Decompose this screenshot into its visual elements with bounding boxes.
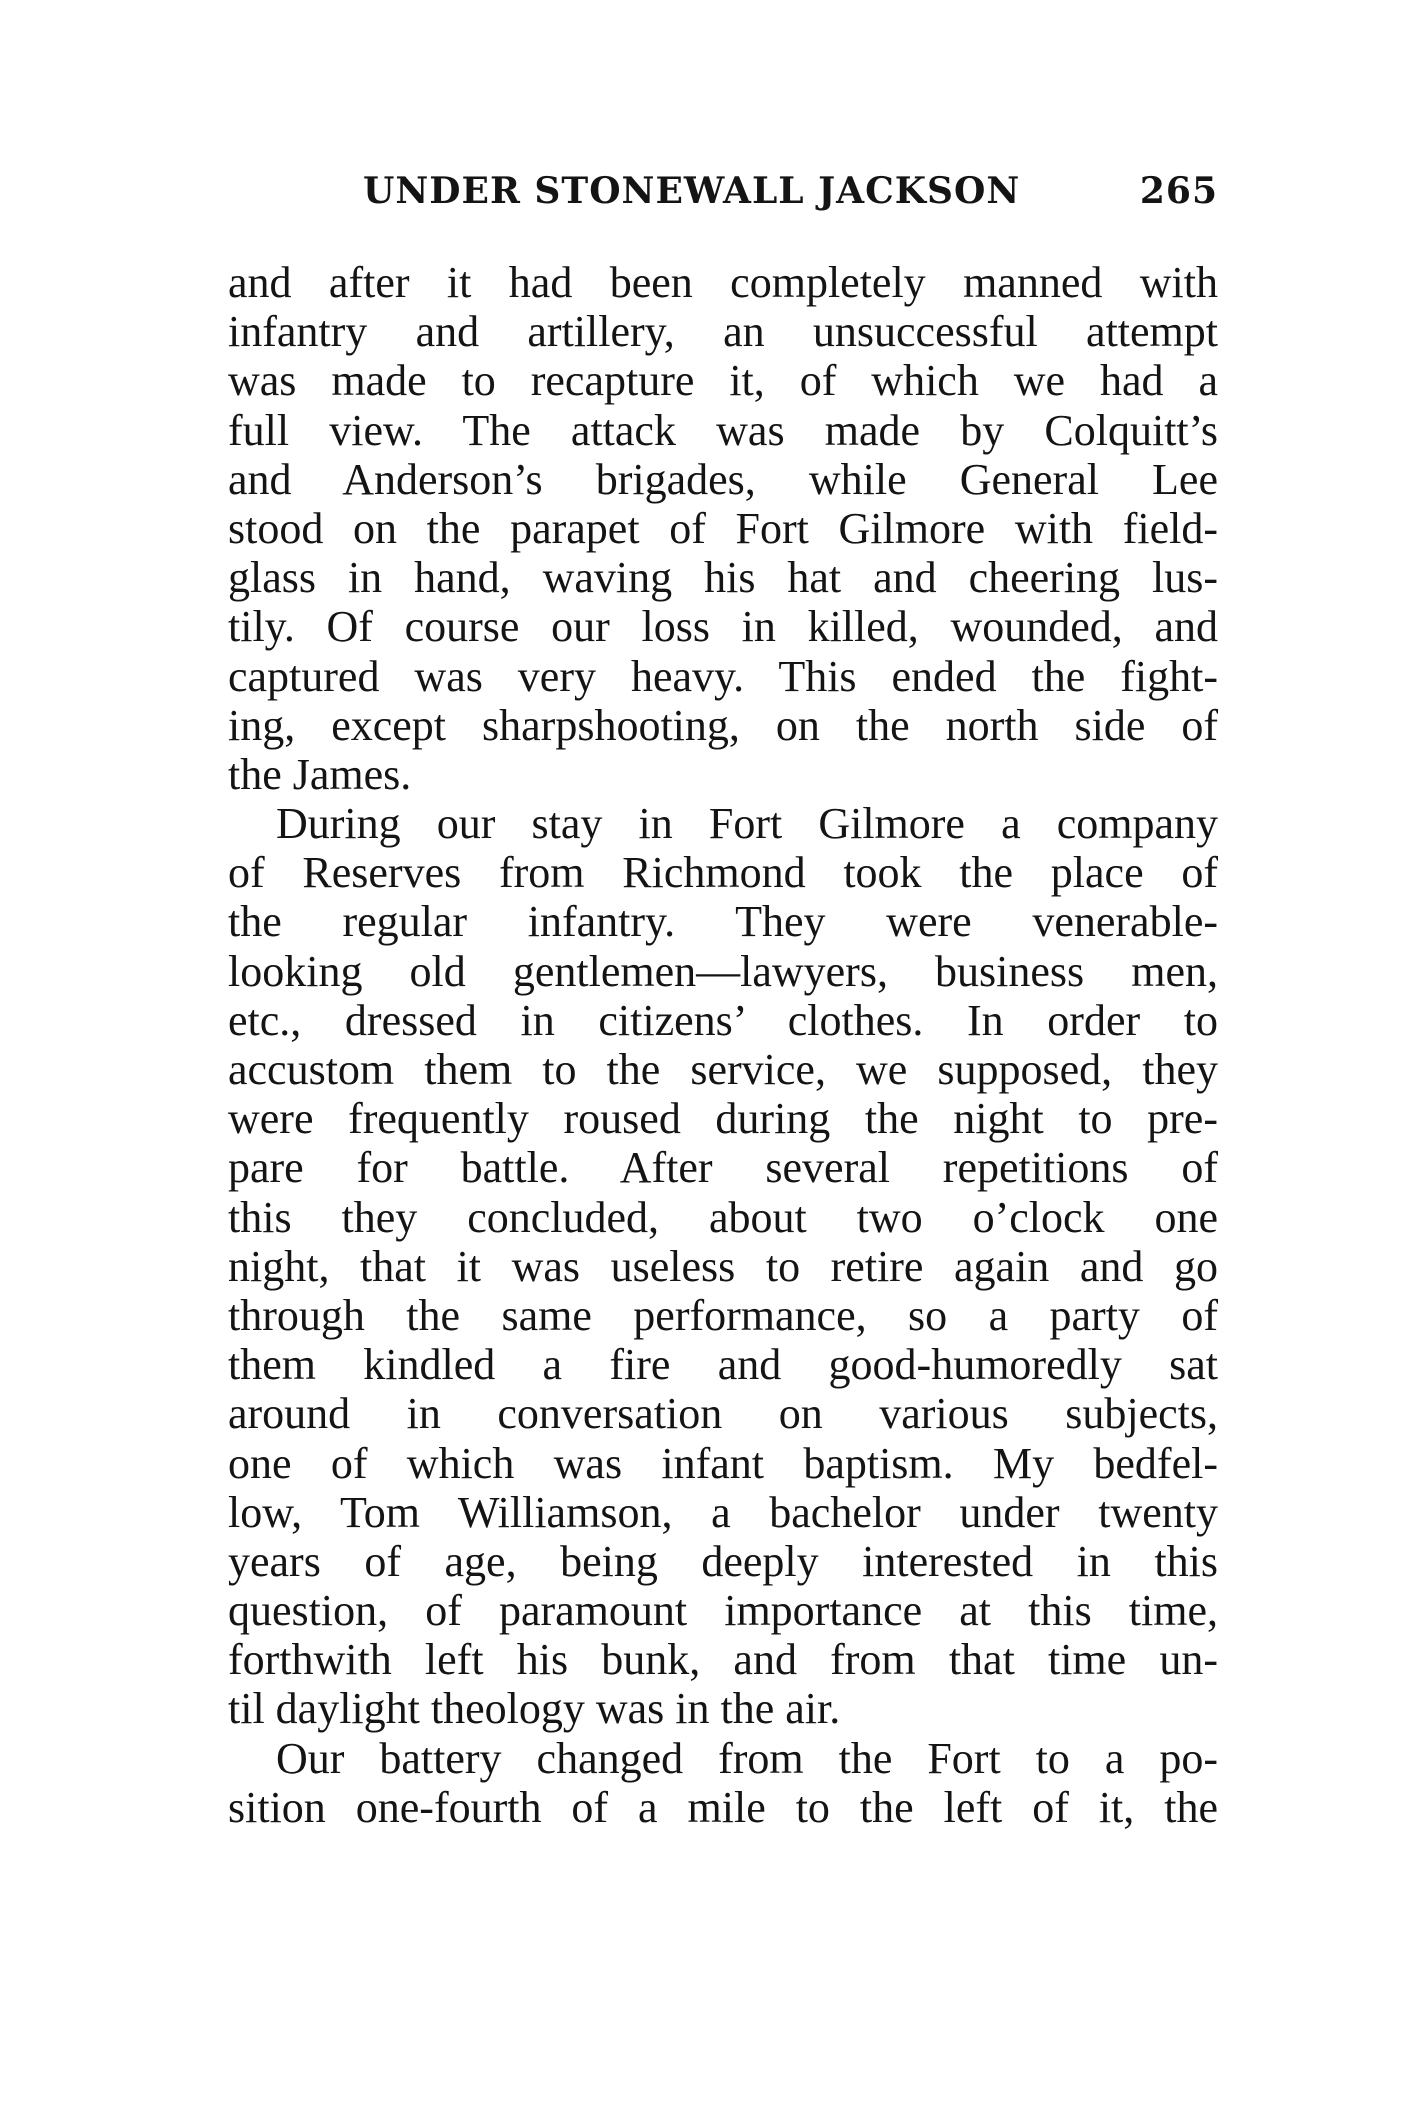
- text-line: stood on the parapet of Fort Gilmore with field-: [228, 503, 1218, 553]
- text-line: looking old gentlemen—lawyers, business men,: [228, 946, 1218, 996]
- text-line: ing, except sharpshooting, on the north side of: [228, 700, 1218, 750]
- running-title: UNDER STONEWALL JACKSON: [363, 170, 1021, 212]
- text-line: low, Tom Williamson, a bachelor under twenty: [228, 1487, 1218, 1537]
- text-line: and after it had been completely manned with: [228, 258, 1218, 307]
- text-line: accustom them to the service, we supposed, they: [228, 1045, 1218, 1094]
- text-line: the regular infantry. They were venerable-: [228, 897, 1218, 947]
- text-line: one of which was infant baptism. My bedfel-: [228, 1438, 1218, 1488]
- text-line: them kindled a fire and good-humoredly sat: [228, 1340, 1218, 1390]
- text-line: through the same performance, so a party of: [228, 1290, 1218, 1340]
- page-body: [228, 258, 1218, 1832]
- text-line: around in conversation on various subjects,: [228, 1389, 1218, 1439]
- text-line: were frequently roused during the night to pre-: [228, 1094, 1218, 1144]
- text-line: of Reserves from Richmond took the place of: [228, 848, 1218, 898]
- text-line: was made to recapture it, of which we had a: [228, 356, 1218, 406]
- page-header: [363, 170, 1218, 230]
- text-line: sition one-fourth of a mile to the left of it, the: [228, 1782, 1218, 1832]
- text-line: years of age, being deeply interested in this: [228, 1536, 1218, 1586]
- text-line: full view. The attack was made by Colquitt’s: [228, 405, 1218, 455]
- text-line: Our battery changed from the Fort to a po-: [276, 1733, 1218, 1783]
- text-line: etc., dressed in citizens’ clothes. In order to: [228, 995, 1218, 1045]
- text-line: glass in hand, waving his hat and cheering lus-: [228, 553, 1218, 603]
- text-line: pare for battle. After several repetitions of: [228, 1143, 1218, 1193]
- text-line: til daylight theology was in the air.: [228, 1684, 841, 1734]
- text-line: and Anderson’s brigades, while General Lee: [228, 454, 1218, 504]
- text-line: infantry and artillery, an unsuccessful attempt: [228, 307, 1218, 357]
- text-line: question, of paramount importance at this time,: [228, 1586, 1218, 1636]
- text-line: tily. Of course our loss in killed, wounded, and: [228, 602, 1218, 652]
- text-line: night, that it was useless to retire again and go: [228, 1241, 1218, 1291]
- page-number: 265: [1139, 170, 1218, 212]
- text-line: this they concluded, about two o’clock one: [228, 1192, 1218, 1242]
- text-line: the James.: [228, 749, 412, 799]
- text-line: During our stay in Fort Gilmore a company: [276, 799, 1218, 849]
- text-line: captured was very heavy. This ended the fight-: [228, 651, 1218, 701]
- text-line: forthwith left his bunk, and from that time un-: [228, 1635, 1218, 1685]
